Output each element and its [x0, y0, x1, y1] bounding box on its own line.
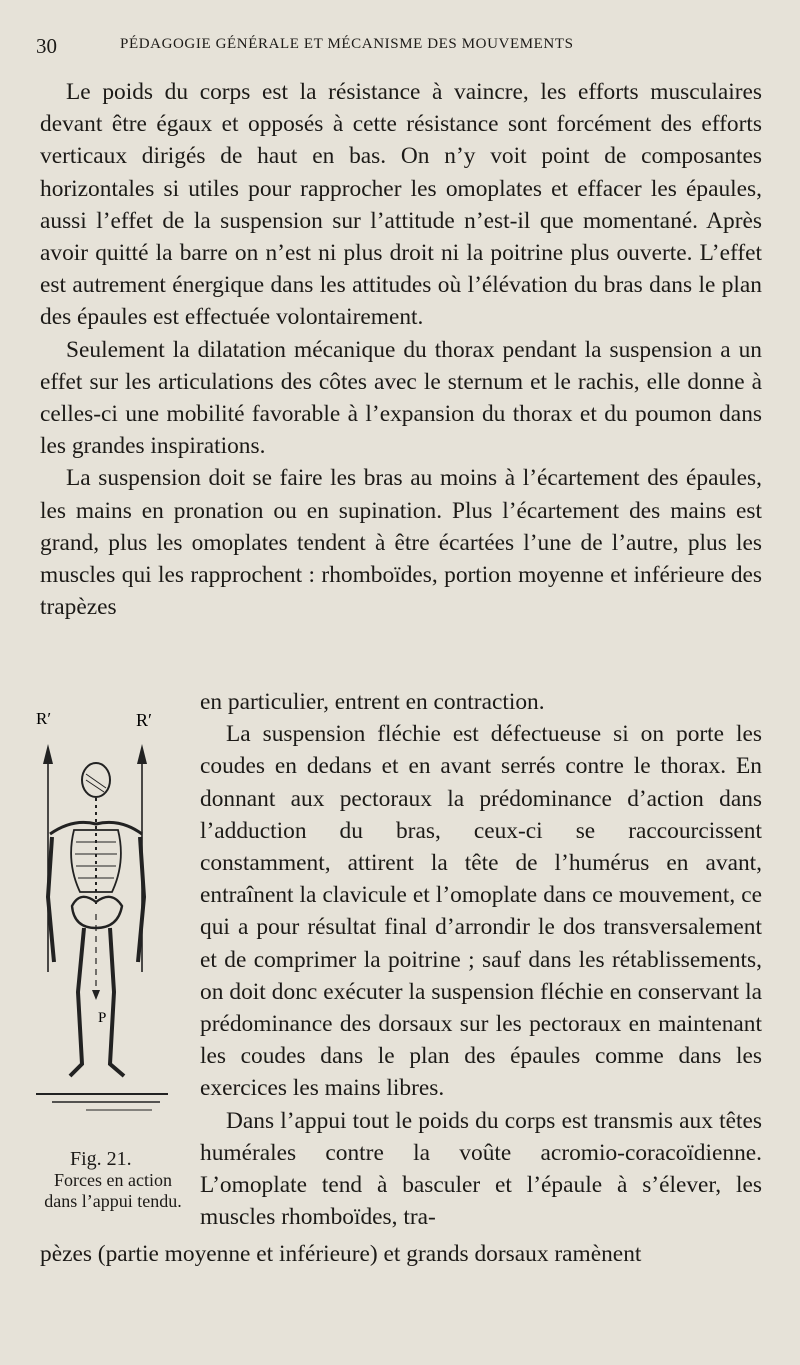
paragraph-6: Dans l’appui tout le poids du corps est transmis aux têtes humérales contre la voûte acromio-coracoïdienne. L’omoplate tend à basculer et l’épaule à s’élever, les muscles rhomboïdes, tra- [200, 1107, 762, 1231]
wrapped-text [200, 686, 762, 1233]
page-number: 30 [36, 34, 57, 58]
running-title: PÉDAGOGIE GÉNÉRALE ET MÉCANISME DES MOUVEMENTS [120, 36, 574, 52]
force-label-left: R′ [36, 709, 52, 728]
last-line [40, 1238, 762, 1270]
paragraph-3: La suspension doit se faire les bras au moins à l’écartement des épaules, les mains en pronation ou en supination. Plus l’écartement des mains est grand, plus les omoplates tendent à être écartées l’une de l’autre, plus les muscles qui les rapprochent : rhomboïdes, portion moyenne et inférieure des trapèzes [40, 465, 762, 621]
force-label-right: R′ [136, 710, 152, 730]
paragraph-1: Le poids du corps est la résistance à vaincre, les efforts musculaires devant être égaux et opposés à cette résistance sont forcément des efforts verticaux dirigés de haut en bas. On n’y voit point de composantes horizontales si utiles pour rapprocher les omoplates et effacer les épaules, aussi l’effet de la suspension sur l’attitude n’est-il que momentané. Après avoir quitté la barre on n’est ni plus droit ni la poitrine plus ouverte. L’effet est autrement énergique dans les attitudes où l’élévation du bras dans le plan des épaules est effectuée volontairement. [40, 79, 762, 331]
body-text [40, 76, 762, 623]
skeleton-illustration [28, 692, 198, 1152]
page-header [36, 34, 764, 64]
figure-21 [28, 692, 198, 1272]
weight-label: P [98, 1010, 107, 1026]
figure-caption: Forces en action dans l’appui tendu. [44, 1170, 182, 1211]
paragraph-2: Seulement la dilatation mécanique du thorax pendant la suspension a un effet sur les articulations des côtes avec le sternum et le rachis, elle donne à celles-ci une mobilité favorable à l’expansion du thorax et du poumon dans les grandes inspirations. [40, 336, 762, 460]
paragraph-5: La suspension fléchie est défectueuse si on porte les coudes en dedans et en avant serrés contre le thorax. En donnant aux pectoraux la prédominance d’action dans l’adduction du bras, ceux-ci se raccourcissent constamment, attirent la tête de l’humérus en avant, entraînent la clavicule et l’omoplate dans ce mouvement, ce qui a pour résultat final d’arrondir le dos transversalement et de comprimer la poitrine ; sauf dans les rétablissements, on doit donc exécuter la suspension fléchie en conservant la prédominance des dorsaux sur les pectoraux en maintenant les coudes dans le plan des épaules comme dans les exercices les mains libres. [200, 721, 762, 1102]
paragraph-4: en particulier, entrent en contraction. [200, 689, 545, 715]
paragraph-6-continued: pèzes (partie moyenne et inférieure) et grands dorsaux ramènent [40, 1241, 642, 1267]
figure-number: Fig. 21. [70, 1148, 132, 1170]
